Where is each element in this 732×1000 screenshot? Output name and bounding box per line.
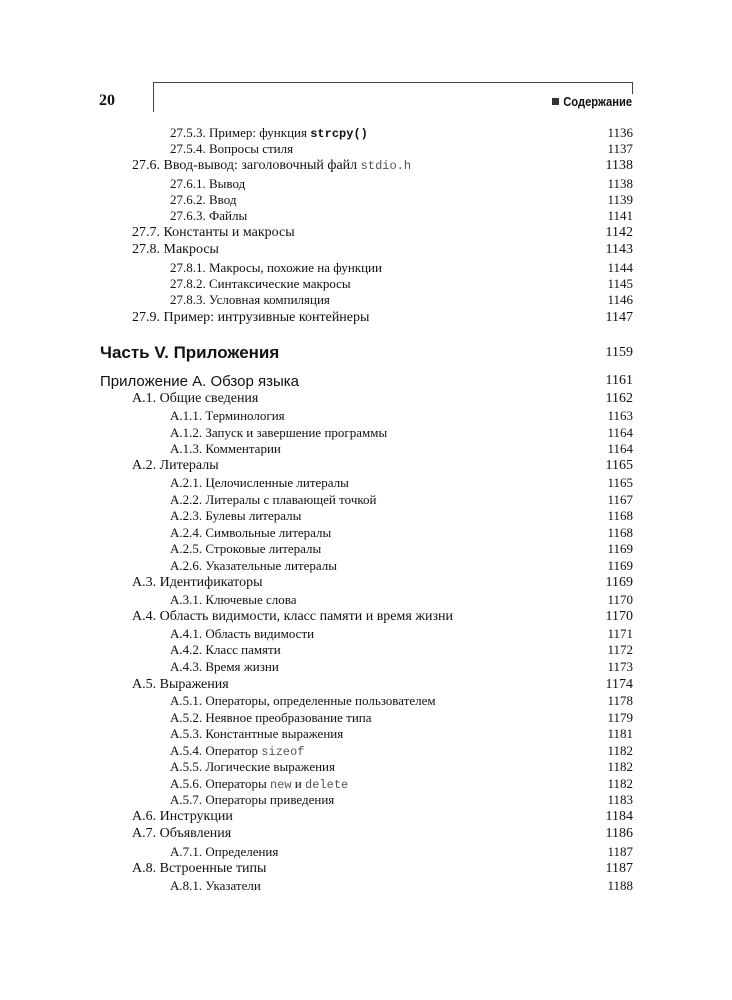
toc-entry-page: 1171: [607, 626, 633, 641]
toc-entry-page: 1165: [605, 458, 633, 473]
toc-entry-page: 1138: [605, 158, 633, 173]
toc-entry-label: А.4. Область видимости, класс памяти и время жизни: [132, 609, 454, 624]
toc-entry-page: 1183: [607, 792, 633, 807]
toc-entry-page: 1187: [605, 861, 633, 876]
toc-entry-label: А.4.1. Область видимости: [170, 626, 315, 641]
toc-entry-page: 1141: [607, 208, 633, 223]
toc-entry-label: 27.8.3. Условная компиляция: [170, 292, 330, 307]
toc-entry-label: А.7.1. Определения: [170, 844, 279, 859]
toc-entry-label: А.5. Выражения: [132, 677, 229, 692]
toc-entry-label: А.2.3. Булевы литералы: [170, 508, 302, 523]
toc-entry[interactable]: [170, 140, 633, 158]
toc-entry[interactable]: [170, 440, 633, 458]
toc-entry-label: 27.8. Макросы: [132, 242, 219, 257]
toc-part-label: Часть V. Приложения: [100, 343, 280, 362]
toc-entry[interactable]: [132, 860, 633, 878]
toc-entry-page: 1182: [607, 776, 633, 791]
toc-entry-page: 1178: [607, 693, 633, 708]
toc-entry[interactable]: [170, 758, 633, 776]
toc-entry-label: А.6. Инструкции: [132, 809, 233, 824]
toc-entry-page: 1161: [605, 373, 633, 388]
toc-entry-page: 1188: [607, 878, 633, 893]
toc-entry-label: А.1. Общие сведения: [132, 391, 259, 406]
toc-entry-page: 1170: [607, 592, 633, 607]
toc-entry-page: 1164: [607, 425, 633, 440]
toc-entry-code: new: [269, 778, 292, 792]
toc-entry-page: 1142: [605, 225, 633, 240]
toc-entry[interactable]: [132, 390, 633, 408]
toc-entry[interactable]: [132, 224, 633, 242]
toc-appendix-heading[interactable]: [100, 371, 633, 391]
toc-entry[interactable]: [132, 825, 633, 843]
toc-part-heading[interactable]: [100, 342, 633, 364]
toc-entry[interactable]: [132, 241, 633, 259]
toc-entry-code: sizeof: [261, 745, 305, 759]
toc-entry-label: 27.7. Константы и макросы: [132, 225, 295, 240]
toc-entry-label: А.2.6. Указательные литералы: [170, 558, 337, 573]
toc-entry-label: А.5.6. Операторы: [170, 776, 270, 791]
toc-entry-page: 1174: [605, 677, 633, 692]
toc-entry[interactable]: [170, 507, 633, 525]
toc-entry-code: delete: [305, 778, 349, 792]
toc-entry-label: А.8. Встроенные типы: [132, 861, 267, 876]
toc-entry-label: А.3.1. Ключевые слова: [170, 592, 297, 607]
toc-entry[interactable]: [170, 692, 633, 710]
toc-entry[interactable]: [170, 291, 633, 309]
toc-entry-label: 27.5.4. Вопросы стиля: [170, 141, 294, 156]
toc-entry[interactable]: [170, 407, 633, 425]
toc-entry[interactable]: [170, 540, 633, 558]
toc-entry-page: 1169: [607, 541, 633, 556]
toc-entry-page: 1169: [605, 575, 633, 590]
toc-entry-page: 1173: [607, 659, 633, 674]
toc-entry[interactable]: [170, 843, 633, 861]
toc-entry-label: 27.6.2. Ввод: [170, 192, 237, 207]
toc-entry-label: 27.6.1. Вывод: [170, 176, 246, 191]
toc-entry[interactable]: [170, 591, 633, 609]
toc-entry-label: А.7. Объявления: [132, 826, 232, 841]
toc-entry-page: 1146: [607, 292, 633, 307]
toc-entry-page: 1172: [607, 642, 633, 657]
toc-entry-label: 27.6.3. Файлы: [170, 208, 248, 223]
toc-entry-label: А.5.5. Логические выражения: [170, 759, 335, 774]
toc-entry-page: 1165: [607, 475, 633, 490]
page-number: 20: [99, 92, 115, 109]
toc-entry-label: А.2.4. Символьные литералы: [170, 525, 332, 540]
toc-entry-page: 1167: [607, 492, 633, 507]
toc-entry-page: 1143: [605, 242, 633, 257]
toc-entry-page: 1138: [607, 176, 633, 191]
toc-entry[interactable]: [170, 877, 633, 895]
toc-entry-label: А.5.4. Оператор: [170, 743, 262, 758]
toc-entry[interactable]: [132, 574, 633, 592]
toc-entry-page: 1139: [607, 192, 633, 207]
toc-entry-label: А.8.1. Указатели: [170, 878, 261, 893]
toc-entry-page: 1159: [605, 345, 633, 360]
toc-entry[interactable]: [170, 557, 633, 575]
toc-entry-page: 1181: [607, 726, 633, 741]
toc-entry-page: 1186: [605, 826, 633, 841]
toc-entry-page: 1136: [607, 125, 633, 140]
toc-entry-label: 27.9. Пример: интрузивные контейнеры: [132, 310, 370, 325]
toc-entry-page: 1162: [605, 391, 633, 406]
toc-entry-label: 27.8.1. Макросы, похожие на функции: [170, 260, 382, 275]
toc-entry-label: А.2. Литералы: [132, 458, 219, 473]
toc-entry-label: А.4.2. Класс памяти: [170, 642, 281, 657]
toc-entry[interactable]: [132, 808, 633, 826]
toc-entry-code: strcpy(): [310, 127, 368, 141]
toc-entry[interactable]: [132, 309, 633, 327]
toc-entry-label: 27.6. Ввод-вывод: заголовочный файл: [132, 158, 361, 173]
toc-entry-label: А.5.2. Неявное преобразование типа: [170, 710, 372, 725]
toc-entry-label: А.5.7. Операторы приведения: [170, 792, 335, 807]
toc-entry-page: 1163: [607, 408, 633, 423]
toc-entry-page: 1169: [607, 558, 633, 573]
toc-entry-page: 1179: [607, 710, 633, 725]
toc-entry[interactable]: [170, 725, 633, 743]
toc-entry[interactable]: [132, 457, 633, 475]
toc-entry-label: А.1.2. Запуск и завершение программы: [170, 425, 388, 440]
toc-entry-label: А.2.1. Целочисленные литералы: [170, 475, 349, 490]
toc-entry-page: 1144: [607, 260, 633, 275]
toc-entry[interactable]: [132, 157, 633, 175]
toc-entry-code: stdio.h: [360, 159, 412, 173]
toc-entry-label: А.1.1. Терминология: [170, 408, 285, 423]
toc-entry[interactable]: [170, 791, 633, 809]
toc-entry-page: 1147: [605, 310, 633, 325]
toc-entry-label: А.2.2. Литералы с плавающей точкой: [170, 492, 377, 507]
toc-entry-label: А.2.5. Строковые литералы: [170, 541, 322, 556]
toc-entry-page: 1182: [607, 743, 633, 758]
toc-entry-page: 1187: [607, 844, 633, 859]
toc-entry-page: 1184: [605, 809, 633, 824]
toc-entry-page: 1168: [607, 508, 633, 523]
toc-entry-label: 27.8.2. Синтаксические макросы: [170, 276, 351, 291]
toc-entry-label: А.1.3. Комментарии: [170, 441, 281, 456]
toc-appendix-label: Приложение А. Обзор языка: [100, 372, 299, 390]
toc-entry[interactable]: [132, 608, 633, 626]
toc-entry-page: 1168: [607, 525, 633, 540]
toc-entry-label: А.5.1. Операторы, определенные пользователем: [170, 693, 436, 708]
toc-entry-page: 1164: [607, 441, 633, 456]
toc-entry-label-joiner: и: [291, 776, 306, 791]
toc-entry[interactable]: [170, 207, 633, 225]
toc-entry-page: 1145: [607, 276, 633, 291]
toc-entry-page: 1182: [607, 759, 633, 774]
toc-entry-label: А.4.3. Время жизни: [170, 659, 279, 674]
toc-entry-label: А.5.3. Константные выражения: [170, 726, 344, 741]
toc-entry[interactable]: [170, 474, 633, 492]
toc-entry[interactable]: [170, 658, 633, 676]
toc-entry-page: 1170: [605, 609, 633, 624]
running-section-title: Содержание: [563, 94, 632, 109]
toc-entry[interactable]: [170, 641, 633, 659]
toc-entry-label: 27.5.3. Пример: функция: [170, 125, 311, 140]
toc-entry-page: 1137: [607, 141, 633, 156]
toc-entry-label: А.3. Идентификаторы: [132, 575, 263, 590]
